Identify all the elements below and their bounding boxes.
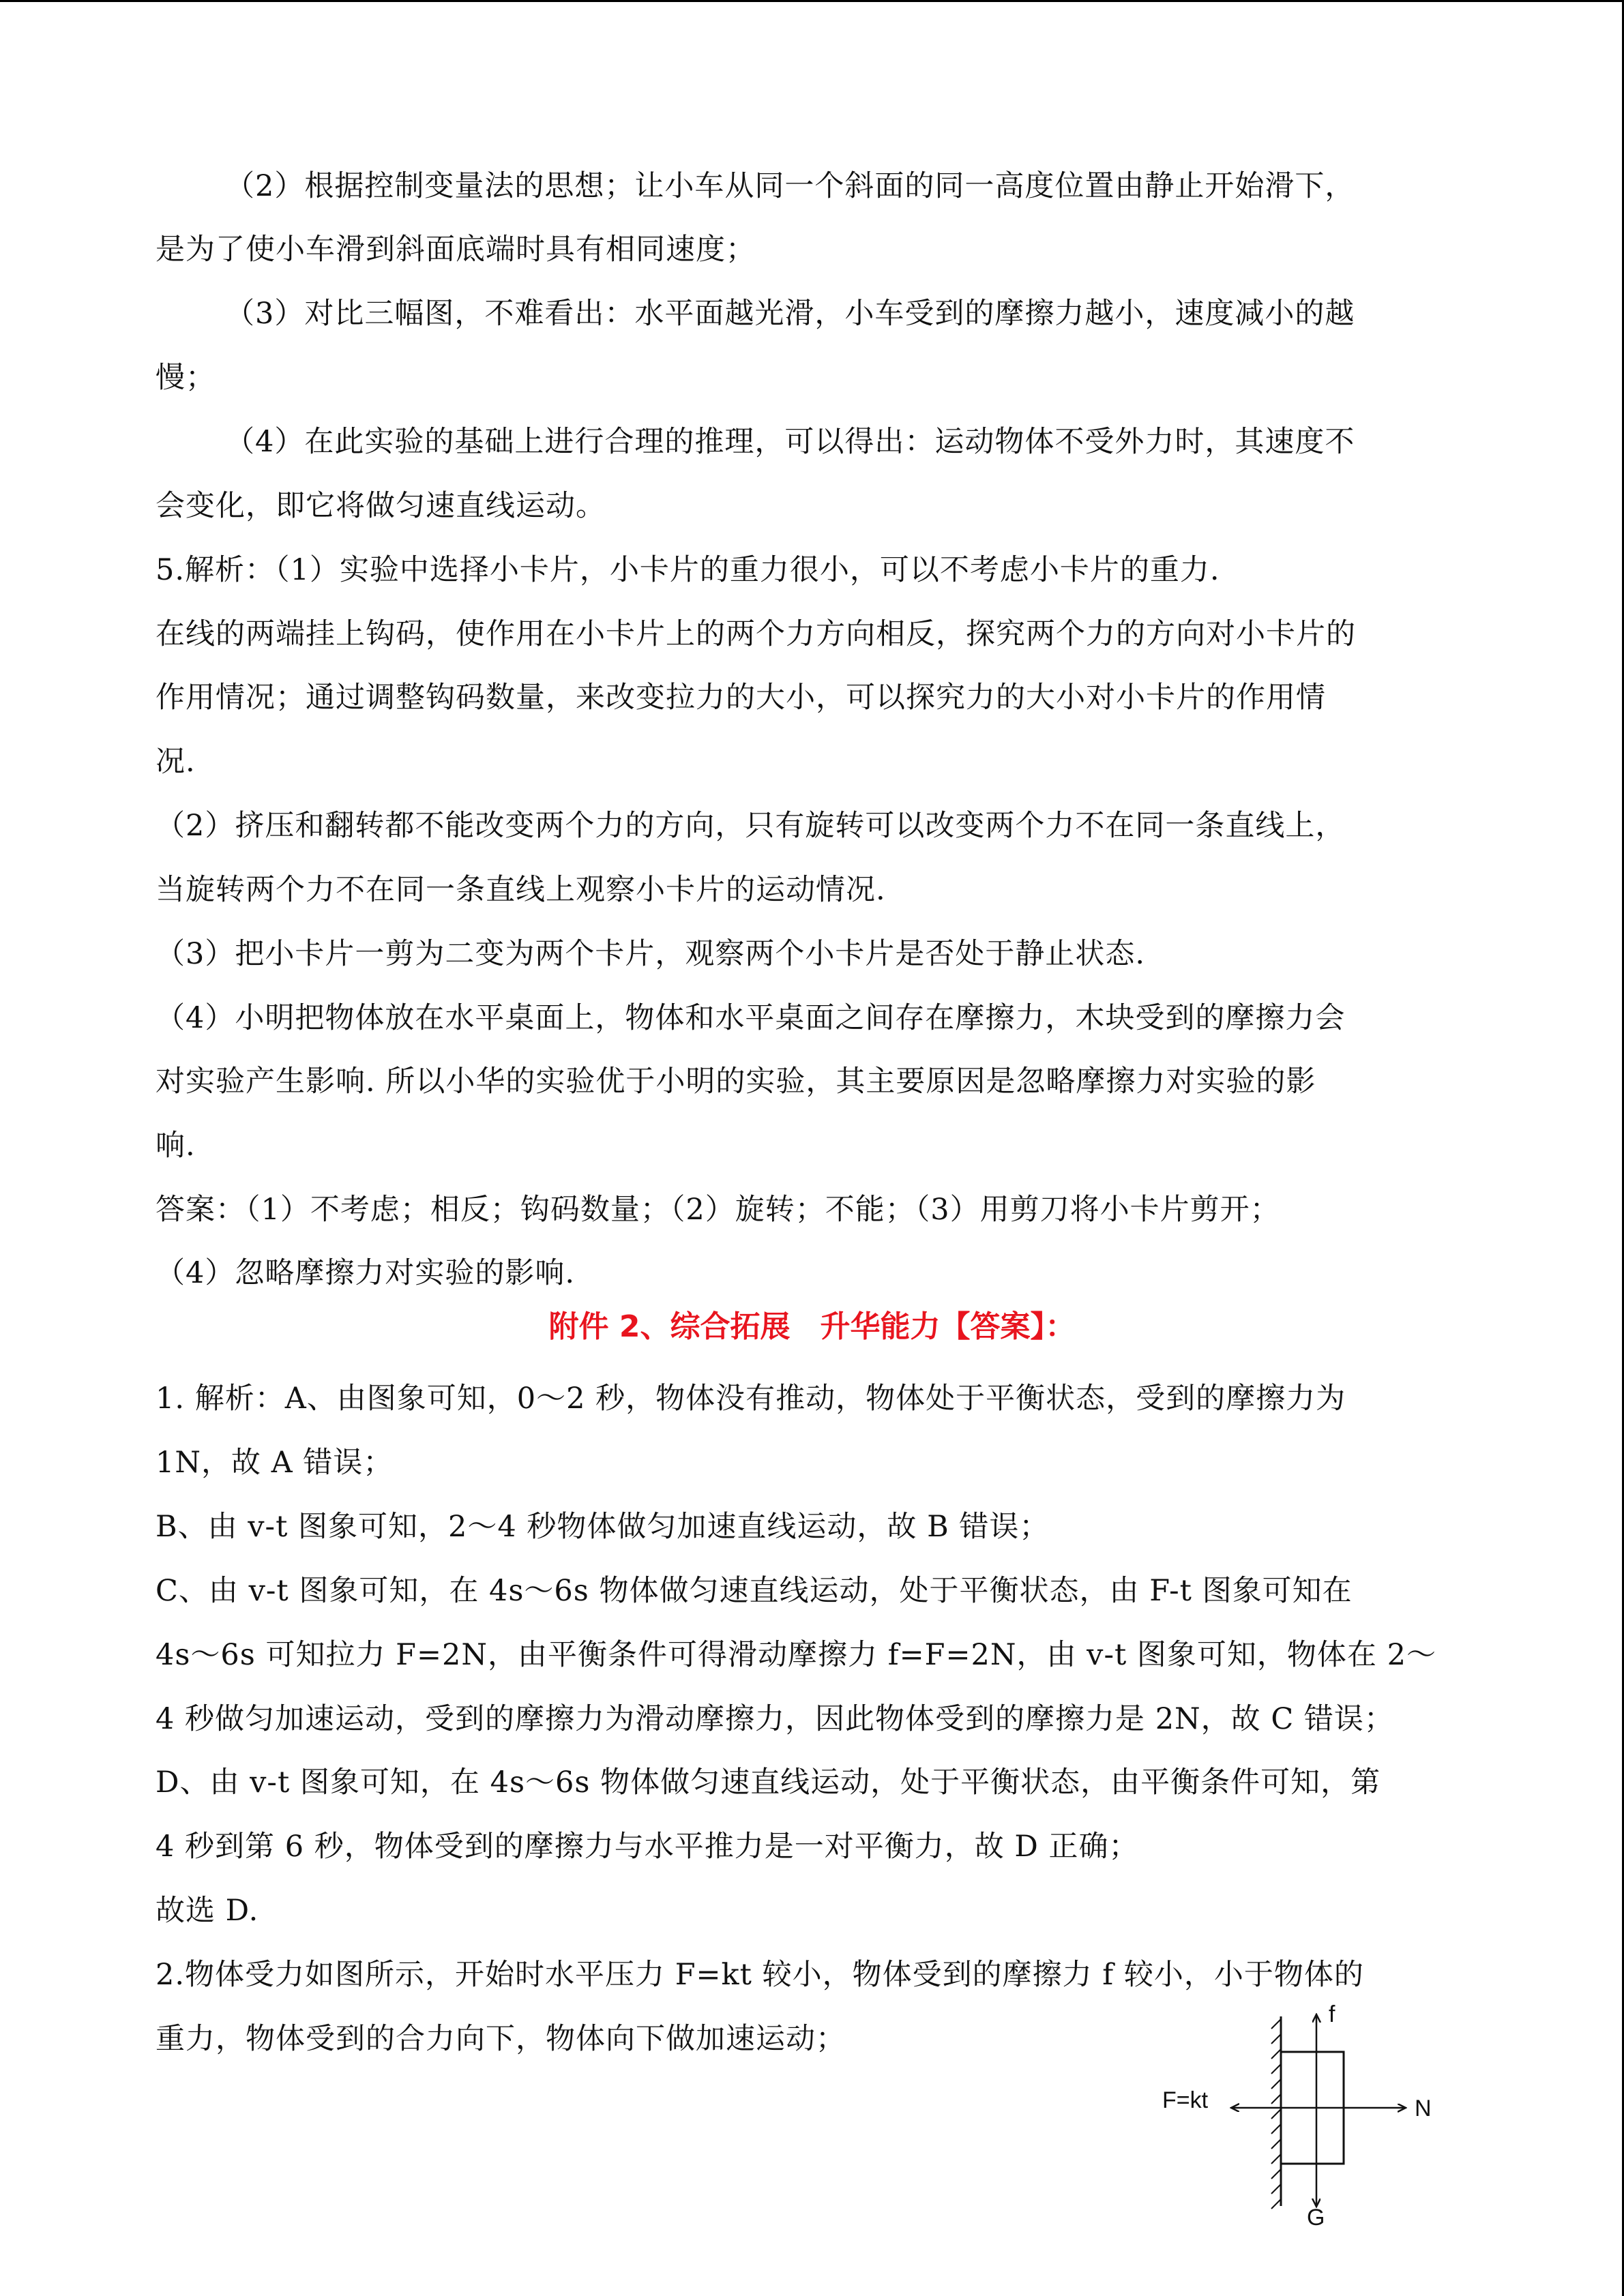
text-line: 对实验产生影响. 所以小华的实验优于小明的实验，其主要原因是忽略摩擦力对实验的影 — [156, 1064, 1316, 1099]
text-line: （4）在此实验的基础上进行合理的推理，可以得出：运动物体不受外力时，其速度不 — [225, 425, 1355, 459]
text-line: （2）挤压和翻转都不能改变两个力的方向，只有旋转可以改变两个力不在同一条直线上， — [156, 809, 1346, 843]
label-f: f — [1329, 2001, 1335, 2027]
text-line: 4s～6s 可知拉力 F=2N，由平衡条件可得滑动摩擦力 f=F=2N，由 v-t 图象可知，物体在 2～ — [156, 1638, 1436, 1672]
label-F: F=kt — [1162, 2087, 1209, 2113]
text-line: D、由 v-t 图象可知，在 4s～6s 物体做匀速直线运动，处于平衡状态，由平衡条件可知，第 — [156, 1765, 1381, 1800]
text-line: 重力，物体受到的合力向下，物体向下做加速运动； — [156, 2022, 846, 2056]
text-line: （4）小明把物体放在水平桌面上，物体和水平桌面之间存在摩擦力，木块受到的摩擦力会 — [156, 1001, 1346, 1035]
force-diagram — [1153, 2001, 1453, 2226]
text-line: 会变化，即它将做匀速直线运动。 — [156, 489, 606, 523]
text-line: 是为了使小车滑到斜面底端时具有相同速度； — [156, 233, 756, 267]
text-line: 1. 解析：A、由图象可知，0～2 秒，物体没有推动，物体处于平衡状态，受到的摩擦力为 — [156, 1382, 1346, 1416]
text-line: 4 秒做匀加速运动，受到的摩擦力为滑动摩擦力，因此物体受到的摩擦力是 2N，故 C 错误； — [156, 1702, 1394, 1736]
text-line: 当旋转两个力不在同一条直线上观察小卡片的运动情况. — [156, 873, 886, 907]
text-line: （4）忽略摩擦力对实验的影响. — [156, 1256, 576, 1290]
text-line: 慢； — [156, 361, 216, 395]
section-heading: 附件 2、综合拓展 升华能力【答案】： — [548, 1309, 1076, 1344]
text-line: （3）对比三幅图，不难看出：水平面越光滑，小车受到的摩擦力越小，速度减小的越 — [225, 297, 1355, 331]
text-line: 1N，故 A 错误； — [156, 1446, 394, 1480]
wall — [1271, 2016, 1281, 2209]
text-line: 响. — [156, 1129, 196, 1163]
text-line: 5.解析：（1）实验中选择小卡片，小卡片的重力很小，可以不考虑小卡片的重力. — [156, 553, 1220, 587]
text-line: C、由 v-t 图象可知，在 4s～6s 物体做匀速直线运动，处于平衡状态，由 F-t 图象可知在 — [156, 1574, 1353, 1608]
text-line: 故选 D. — [156, 1894, 259, 1928]
text-line: 况. — [156, 745, 196, 779]
label-N: N — [1415, 2096, 1432, 2121]
text-line: （3）把小卡片一剪为二变为两个卡片，观察两个小卡片是否处于静止状态. — [156, 937, 1146, 971]
text-line: B、由 v-t 图象可知，2～4 秒物体做匀加速直线运动，故 B 错误； — [156, 1510, 1050, 1544]
text-line: 4 秒到第 6 秒，物体受到的摩擦力与水平推力是一对平衡力，故 D 正确； — [156, 1830, 1139, 1864]
text-line: 在线的两端挂上钩码，使作用在小卡片上的两个力方向相反，探究两个力的方向对小卡片的 — [156, 617, 1356, 651]
label-G: G — [1307, 2205, 1325, 2226]
page-border-top — [0, 0, 1624, 2]
text-line: 2.物体受力如图所示，开始时水平压力 F=kt 较小，物体受到的摩擦力 f 较小，小于物体的 — [156, 1958, 1364, 1992]
text-line: （2）根据控制变量法的思想；让小车从同一个斜面的同一高度位置由静止开始滑下， — [225, 169, 1355, 203]
text-line: 作用情况；通过调整钩码数量，来改变拉力的大小，可以探究力的大小对小卡片的作用情 — [156, 681, 1326, 715]
text-line: 答案：（1）不考虑；相反；钩码数量；（2）旋转；不能；（3）用剪刀将小卡片剪开； — [156, 1193, 1280, 1227]
